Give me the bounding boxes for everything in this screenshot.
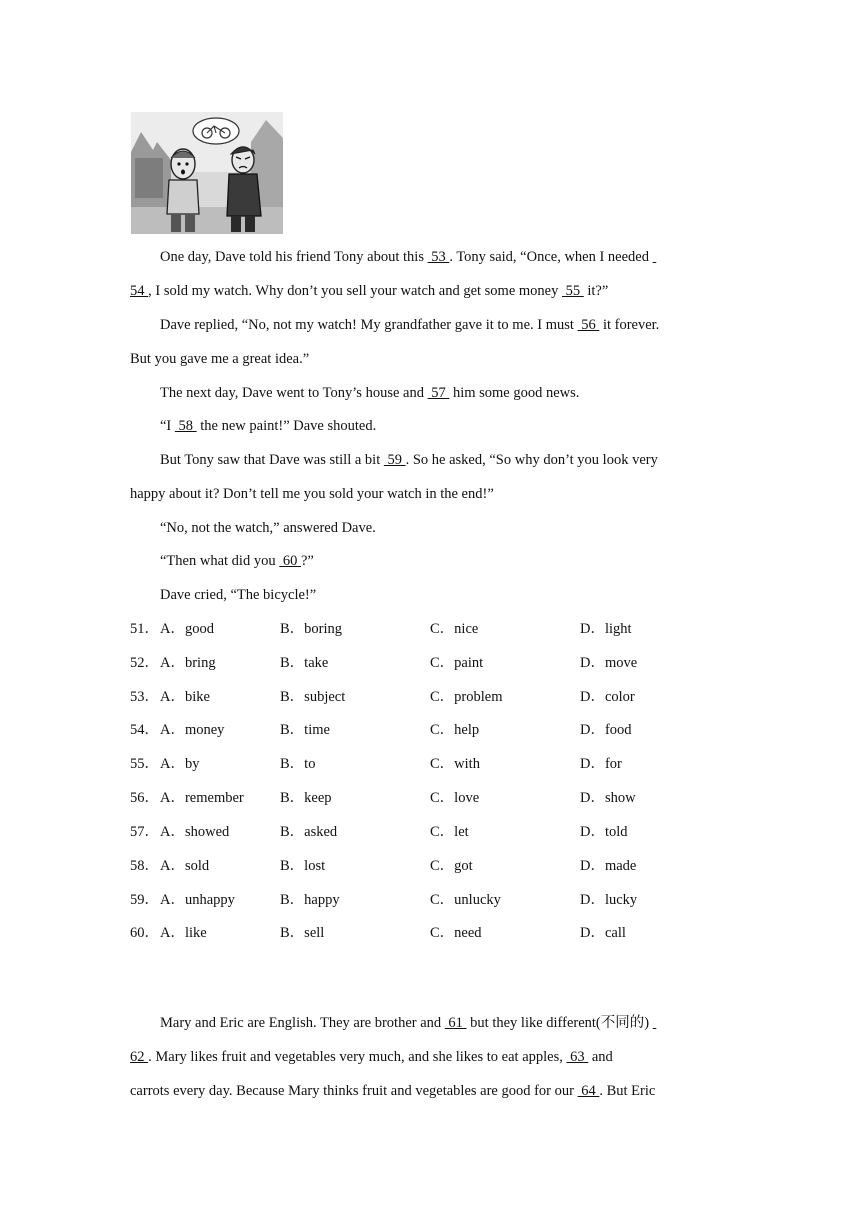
blank-61: 61 xyxy=(444,1015,467,1031)
question-number: 59． xyxy=(130,892,159,908)
passage-line xyxy=(160,315,730,335)
text: . Tony said, “Once, when I needed xyxy=(449,249,653,265)
passage-line xyxy=(160,1013,730,1033)
option-c: C．got xyxy=(430,858,473,874)
option-c: C．need xyxy=(430,925,482,941)
option-a: A．bring xyxy=(160,655,216,671)
option-row xyxy=(130,923,730,943)
option-b: B．take xyxy=(280,655,329,671)
question-number: 60． xyxy=(130,925,159,941)
text: him some good news. xyxy=(449,385,580,401)
question-number: 58． xyxy=(130,858,159,874)
question-number: 54． xyxy=(130,722,159,738)
passage-line xyxy=(160,450,730,470)
text: it?” xyxy=(583,283,609,299)
option-b: B．to xyxy=(280,756,316,772)
blank-58: 58 xyxy=(174,418,197,434)
passage-line xyxy=(160,247,730,267)
blank-62-lead xyxy=(653,1015,657,1031)
blank-60: 60 xyxy=(279,553,301,569)
option-row xyxy=(130,720,730,740)
option-b: B．time xyxy=(280,722,330,738)
option-a: A．showed xyxy=(160,824,230,840)
blank-64: 64 xyxy=(577,1083,600,1099)
option-b: B．lost xyxy=(280,858,326,874)
option-c: C．with xyxy=(430,756,480,772)
option-d: D．told xyxy=(580,824,628,840)
text: But Tony saw that Dave was still a bit xyxy=(160,452,384,468)
passage-line xyxy=(160,416,730,436)
question-number: 57． xyxy=(130,824,159,840)
question-number: 52． xyxy=(130,655,159,671)
option-a: A．sold xyxy=(160,858,210,874)
option-b: B．keep xyxy=(280,790,332,806)
blank-62: 62 xyxy=(130,1049,149,1065)
option-d: D．light xyxy=(580,621,632,637)
cartoon-illustration xyxy=(131,112,283,234)
blank-63: 63 xyxy=(566,1049,589,1065)
option-row xyxy=(130,653,730,673)
passage-line xyxy=(130,281,730,301)
passage-line xyxy=(130,1081,730,1101)
question-number: 56． xyxy=(130,790,159,806)
blank-53: 53 xyxy=(427,249,450,265)
blank-54-lead xyxy=(653,249,657,265)
text: the new paint!” Dave shouted. xyxy=(196,418,377,434)
option-c: C．let xyxy=(430,824,469,840)
passage-line xyxy=(160,551,730,571)
option-c: C．nice xyxy=(430,621,479,637)
blank-57: 57 xyxy=(427,385,450,401)
option-a: A．unhappy xyxy=(160,892,235,908)
blank-55: 55 xyxy=(561,283,584,299)
text: The next day, Dave went to Tony’s house and xyxy=(160,385,428,401)
option-d: D．made xyxy=(580,858,637,874)
passage-line: “No, not the watch,” answered Dave. xyxy=(160,520,376,536)
option-a: A．like xyxy=(160,925,207,941)
text: but they like different(不同的) xyxy=(466,1015,653,1031)
option-b: B．asked xyxy=(280,824,338,840)
text: One day, Dave told his friend Tony about this xyxy=(160,249,428,265)
blank-54: 54 xyxy=(130,283,149,299)
text: Mary and Eric are English. They are brother and xyxy=(160,1015,445,1031)
option-c: C．love xyxy=(430,790,480,806)
option-row xyxy=(130,754,730,774)
option-d: D．move xyxy=(580,655,638,671)
text: ?” xyxy=(300,553,314,569)
passage-line: But you gave me a great idea.” xyxy=(130,351,310,367)
question-number: 53． xyxy=(130,689,159,705)
option-a: A．good xyxy=(160,621,214,637)
option-d: D．for xyxy=(580,756,622,772)
option-d: D．color xyxy=(580,689,635,705)
text: . But Eric xyxy=(599,1083,656,1099)
option-d: D．food xyxy=(580,722,632,738)
option-row xyxy=(130,687,730,707)
text: , I sold my watch. Why don’t you sell your watch and get some money xyxy=(148,283,562,299)
text: and xyxy=(588,1049,613,1065)
question-number: 55． xyxy=(130,756,159,772)
option-d: D．show xyxy=(580,790,636,806)
option-b: B．sell xyxy=(280,925,325,941)
option-d: D．call xyxy=(580,925,626,941)
blank-56: 56 xyxy=(577,317,600,333)
passage-line: happy about it? Don’t tell me you sold your watch in the end!” xyxy=(130,486,494,502)
text: “Then what did you xyxy=(160,553,280,569)
text: Dave replied, “No, not my watch! My grandfather gave it to me. I must xyxy=(160,317,578,333)
option-row xyxy=(130,890,730,910)
option-a: A．by xyxy=(160,756,200,772)
text: “I xyxy=(160,418,175,434)
passage-line: Dave cried, “The bicycle!” xyxy=(160,587,317,603)
option-a: A．money xyxy=(160,722,225,738)
option-a: A．remember xyxy=(160,790,244,806)
option-row xyxy=(130,856,730,876)
option-a: A．bike xyxy=(160,689,210,705)
option-b: B．subject xyxy=(280,689,346,705)
option-c: C．problem xyxy=(430,689,503,705)
text: . Mary likes fruit and vegetables very much, and she likes to eat apples, xyxy=(148,1049,567,1065)
text: carrots every day. Because Mary thinks fruit and vegetables are good for our xyxy=(130,1083,578,1099)
question-number: 51． xyxy=(130,621,159,637)
passage-line xyxy=(130,1047,730,1067)
option-row xyxy=(130,822,730,842)
option-b: B．happy xyxy=(280,892,340,908)
option-c: C．paint xyxy=(430,655,484,671)
passage-line xyxy=(160,383,730,403)
text: it forever. xyxy=(599,317,660,333)
text: . So he asked, “So why don’t you look very xyxy=(405,452,658,468)
option-c: C．help xyxy=(430,722,480,738)
blank-59: 59 xyxy=(383,452,406,468)
option-d: D．lucky xyxy=(580,892,638,908)
option-row xyxy=(130,788,730,808)
option-c: C．unlucky xyxy=(430,892,501,908)
option-row xyxy=(130,619,730,639)
option-b: B．boring xyxy=(280,621,343,637)
